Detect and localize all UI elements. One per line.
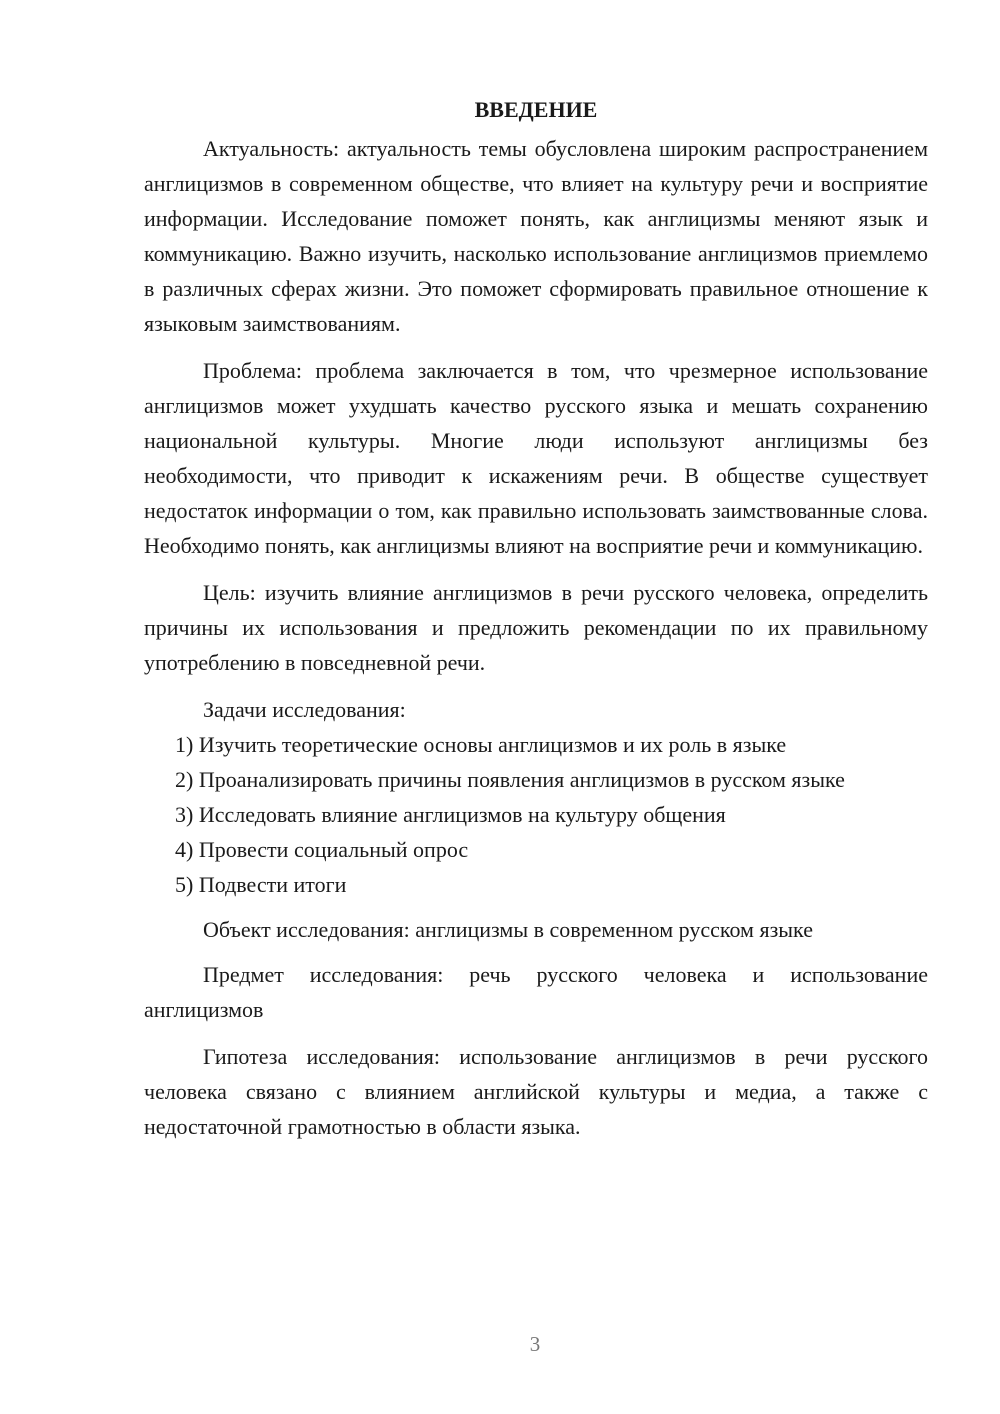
hypothesis-paragraph: Гипотеза исследования: использование англицизмов в речи русского человека связано с влиянием английской культуры и медиа, а также с недостаточной грамотностью в области языка. — [144, 1044, 928, 1139]
object-paragraph: Объект исследования: англицизмы в современном русском языке — [203, 917, 813, 942]
relevance-paragraph: Актуальность: актуальность темы обусловлена широким распространением англицизмов в современном обществе, что влияет на культуру речи и восприятие информации. Исследование поможет понять, как англицизмы меняют язык и коммуникацию. Важно изучить, насколько использование англицизмов приемлемо в различных сферах жизни. Это поможет сформировать правильное отношение к языковым заимствованиям. — [144, 136, 928, 336]
page-number: 3 — [529, 1332, 541, 1356]
task-item-3: 3) Исследовать влияние англицизмов на культуру общения — [175, 802, 726, 827]
task-item-2: 2) Проанализировать причины появления англицизмов в русском языке — [175, 767, 845, 792]
task-item-4: 4) Провести социальный опрос — [175, 837, 469, 862]
section-heading: ВВЕДЕНИЕ — [474, 97, 598, 122]
problem-paragraph: Проблема: проблема заключается в том, что чрезмерное использование англицизмов может ухудшать качество русского языка и мешать сохранению национальной культуры. Многие люди используют англицизмы без необходимости, что приводит к искажениям речи. В обществе существует недостаток информации о том, как правильно использовать заимствованные слова. Необходимо понять, как англицизмы влияют на восприятие речи и коммуникацию. — [144, 358, 928, 558]
tasks-list — [144, 727, 928, 902]
document-page — [144, 92, 928, 1144]
goal-paragraph: Цель: изучить влияние англицизмов в речи русского человека, определить причины их использования и предложить рекомендации по их правильному употреблению в повседневной речи. — [144, 580, 928, 675]
tasks-heading: Задачи исследования: — [203, 697, 406, 722]
task-item-5: 5) Подвести итоги — [175, 872, 347, 897]
task-item-1: 1) Изучить теоретические основы англицизмов и их роль в языке — [175, 732, 787, 757]
subject-paragraph: Предмет исследования: речь русского человека и использование англицизмов — [144, 962, 928, 1022]
